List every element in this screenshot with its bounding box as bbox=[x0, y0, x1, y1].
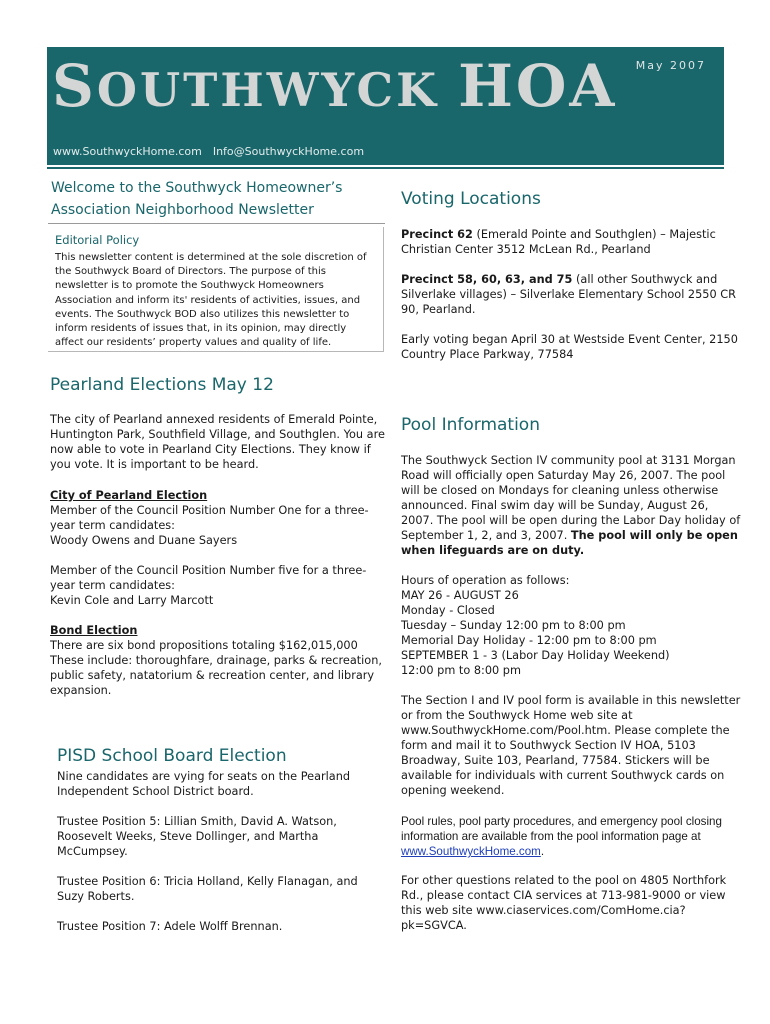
hours-title: Hours of operation as follows: bbox=[401, 574, 570, 587]
welcome-heading: Welcome to the Southwyck Homeowner’s Association Neighborhood Newsletter bbox=[51, 180, 343, 218]
hours-line: Tuesday – Sunday 12:00 pm to 8:00 pm bbox=[401, 619, 626, 632]
hours-line: MAY 26 - AUGUST 26 bbox=[401, 589, 519, 602]
city-election-title: City of Pearland Election bbox=[50, 489, 208, 502]
pisd-heading: PISD School Board Election bbox=[57, 746, 287, 766]
pool-form-info: The Section I and IV pool form is available in this newsletter or from the Southwyck Home web site at www.SouthwyckHome.com/Pool.htm. Please complete the form and mail it to Southwyck Section IV HOA, 5103 Broadway, Suite 103, Pearland, 77584. Stickers will be available for individuals with current Southwyck cards on opening weekend. bbox=[401, 694, 741, 797]
position-one-text: Member of the Council Position Number One for a three-year term candidates: bbox=[50, 504, 369, 532]
position-five-block bbox=[50, 563, 385, 608]
issue-date: May 2007 bbox=[635, 59, 706, 72]
trustee-position-5: Trustee Position 5: Lillian Smith, David A. Watson, Roosevelt Weeks, Steve Dollinger, and Martha McCumpsey. bbox=[57, 815, 337, 858]
lifeguard-notice: The pool will only be open when lifeguards are on duty. bbox=[401, 529, 738, 557]
voting-locations-heading: Voting Locations bbox=[401, 189, 541, 209]
bond-total-text: There are six bond propositions totaling $162,015,000 bbox=[50, 639, 358, 652]
editorial-policy-box bbox=[48, 227, 384, 352]
pool-other-questions: For other questions related to the pool on 4805 Northfork Rd., please contact CIA services at 713-981-9000 or view this web site www.ciaservices.com/ComHome.cia?pk=SGVCA. bbox=[401, 874, 727, 932]
bond-includes-text: These include: thoroughfare, drainage, parks & recreation, public safety, natatorium & recreation center, and library expansion. bbox=[50, 654, 382, 697]
pisd-intro: Nine candidates are vying for seats on the Pearland Independent School District board. bbox=[57, 770, 351, 798]
hours-line: SEPTEMBER 1 - 3 (Labor Day Holiday Weekend) bbox=[401, 649, 670, 662]
masthead-banner bbox=[47, 47, 724, 165]
website-link[interactable]: www.SouthwyckHome.com bbox=[53, 145, 202, 158]
pool-info-link[interactable]: www.SouthwyckHome.com bbox=[401, 845, 541, 858]
editorial-policy-title: Editorial Policy bbox=[55, 233, 140, 247]
position-five-text: Member of the Council Position Number five for a three-year term candidates: bbox=[50, 564, 367, 592]
pool-information-heading: Pool Information bbox=[401, 415, 540, 435]
precinct-62: Precinct 62 (Emerald Pointe and Southglen) – Majestic Christian Center 3512 McLean Rd., Pearland bbox=[401, 228, 716, 256]
bond-election-title: Bond Election bbox=[50, 624, 138, 637]
masthead-rule bbox=[47, 167, 724, 169]
welcome-divider bbox=[48, 223, 385, 224]
hours-line: 12:00 pm to 8:00 pm bbox=[401, 664, 521, 677]
editorial-policy-text: This newsletter content is determined at the sole discretion of the Southwyck Board of Directors. The purpose of this newsletter is to promote the Southwyck Homeowners Association and inform its' residents of activities, issues, and events. The Southwyck BOD also utilizes this newsletter to inform residents of issues that, in its opinion, may directly affect our residents’ property values and quality of life. bbox=[55, 252, 367, 349]
newsletter-title: SOUTHWYCK HOA bbox=[52, 52, 618, 120]
pool-rules-info: Pool rules, pool party procedures, and emergency pool closing information are available from the pool information page at www.SouthwyckHome.com. bbox=[401, 815, 722, 858]
pool-intro: The Southwyck Section IV community pool at 3131 Morgan Road will officially open Saturday May 26, 2007. The pool will be closed on Mondays for cleaning unless otherwise announced. Final swim day will be Sunday, August 26, 2007. The pool will be open during the Labor Day holiday of September 1, 2, and 3, 2007. The pool will only be open when lifeguards are on duty. bbox=[401, 454, 741, 557]
precinct-58: Precinct 58, 60, 63, and 75 (all other Southwyck and Silverlake villages) – Silverlake Elementary School 2550 CR 90, Pearland. bbox=[401, 273, 736, 316]
email-link[interactable]: Info@SouthwyckHome.com bbox=[212, 145, 365, 158]
pearland-elections-heading: Pearland Elections May 12 bbox=[50, 375, 274, 395]
position-five-candidates: Kevin Cole and Larry Marcott bbox=[50, 594, 214, 607]
bond-election-block bbox=[50, 623, 385, 698]
hours-line: Memorial Day Holiday - 12:00 pm to 8:00 pm bbox=[401, 634, 657, 647]
precinct-62-label: Precinct 62 bbox=[401, 228, 473, 241]
city-election-block bbox=[50, 488, 385, 548]
pearland-intro: The city of Pearland annexed residents of Emerald Pointe, Huntington Park, Southfield Village, and Southglen. You are now able to vote in Pearland City Elections. They know if you vote. It is important to be heard. bbox=[50, 413, 385, 471]
hours-line: Monday - Closed bbox=[401, 604, 495, 617]
position-one-candidates: Woody Owens and Duane Sayers bbox=[50, 534, 238, 547]
pool-hours bbox=[401, 573, 741, 678]
contact-links bbox=[53, 145, 375, 158]
trustee-position-6: Trustee Position 6: Tricia Holland, Kelly Flanagan, and Suzy Roberts. bbox=[57, 875, 358, 903]
early-voting: Early voting began April 30 at Westside Event Center, 2150 Country Place Parkway, 77584 bbox=[401, 333, 738, 361]
trustee-position-7: Trustee Position 7: Adele Wolff Brennan. bbox=[57, 920, 283, 933]
precinct-58-label: Precinct 58, 60, 63, and 75 bbox=[401, 273, 573, 286]
